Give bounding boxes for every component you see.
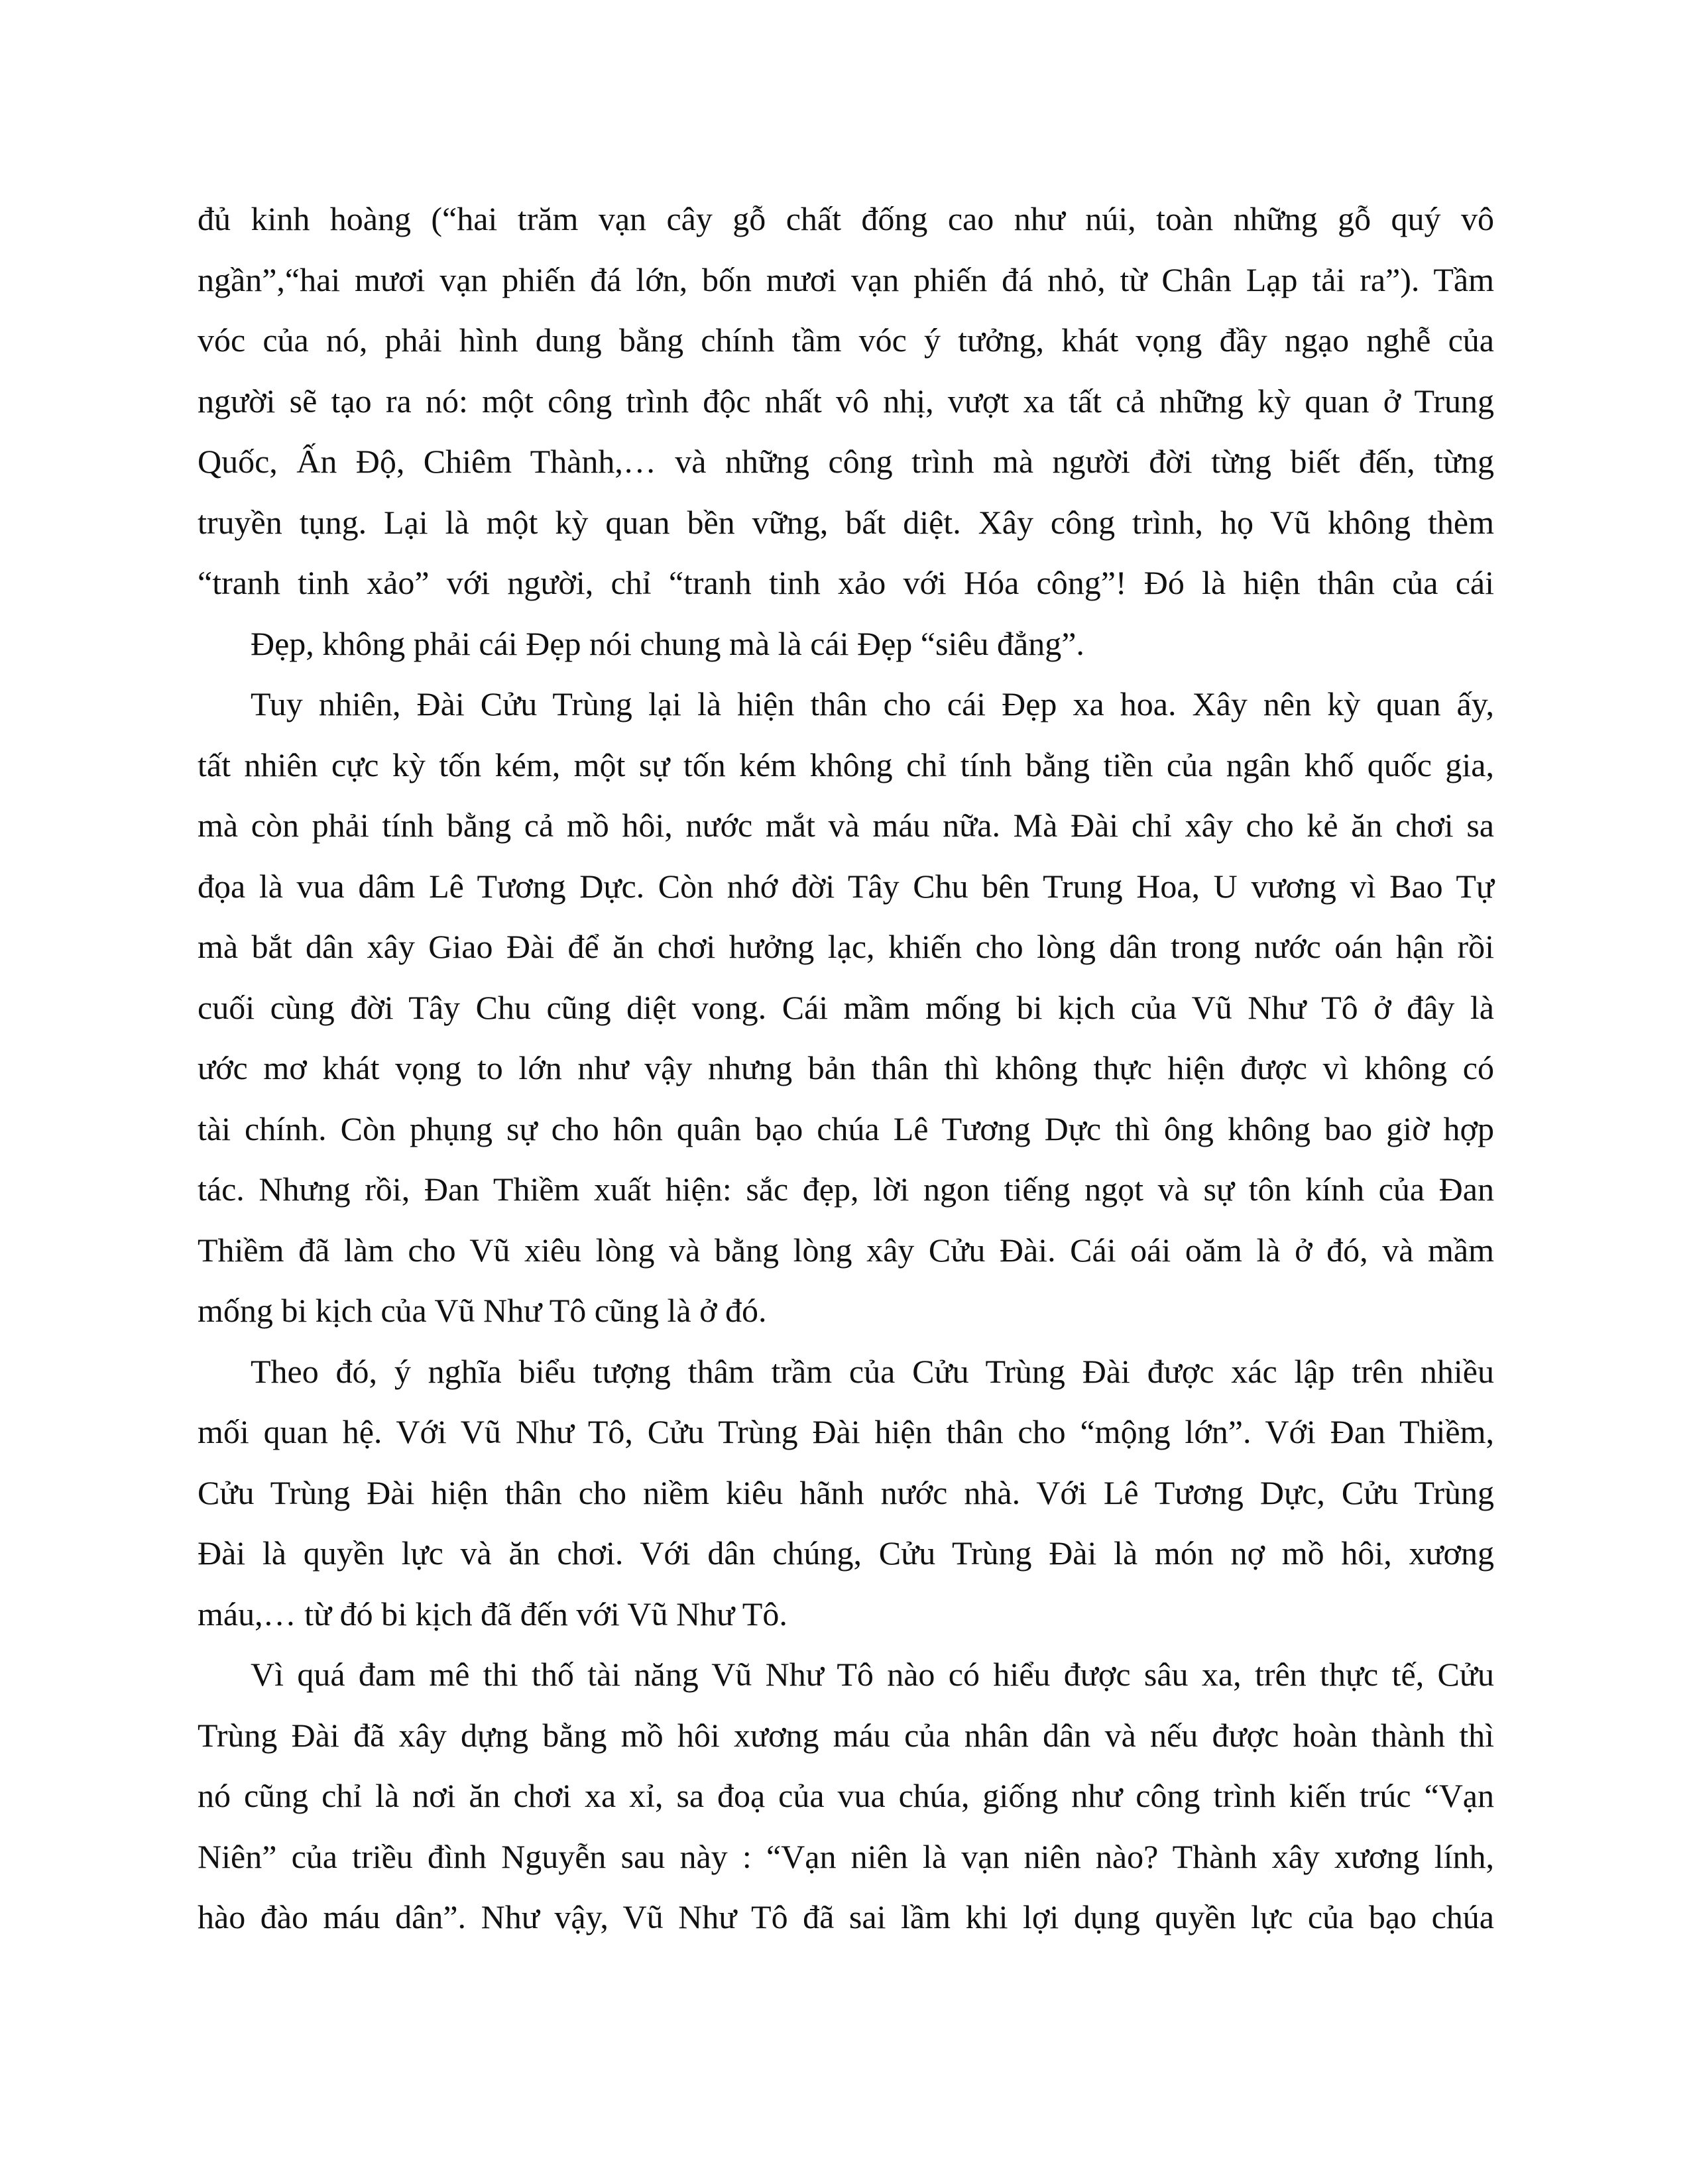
text-line: đọa là vua dâm Lê Tương Dực. Còn nhớ đời Tây Chu bên Trung Hoa, U vương vì Bao Tự (198, 867, 1494, 905)
text-line: nó cũng chỉ là nơi ăn chơi xa xỉ, sa đoạ của vua chúa, giống như công trình kiến trúc “Vạn (198, 1777, 1494, 1814)
text-line: Niên” của triều đình Nguyễn sau này : “Vạn niên là vạn niên nào? Thành xây xương lính, (198, 1837, 1494, 1875)
paragraph-1 (198, 189, 1494, 614)
text-line: tài chính. Còn phụng sự cho hôn quân bạo chúa Lê Tương Dực thì ông không bao giờ hợp (198, 1110, 1494, 1147)
text-line: vóc của nó, phải hình dung bằng chính tầm vóc ý tưởng, khát vọng đầy ngạo nghễ của (198, 321, 1494, 359)
text-line: Vì quá đam mê thi thố tài năng Vũ Như Tô nào có hiểu được sâu xa, trên thực tế, Cửu (251, 1656, 1494, 1693)
text-line: đủ kinh hoàng (“hai trăm vạn cây gỗ chất đống cao như núi, toàn những gỗ quý vô (198, 200, 1494, 237)
text-line: Quốc, Ấn Độ, Chiêm Thành,… và những công trình mà người đời từng biết đến, từng (198, 443, 1494, 480)
text-line: tất nhiên cực kỳ tốn kém, một sự tốn kém không chỉ tính bằng tiền của ngân khố quốc gia, (198, 746, 1494, 783)
text-line: Tuy nhiên, Đài Cửu Trùng lại là hiện thân cho cái Đẹp xa hoa. Xây nên kỳ quan ấy, (251, 685, 1494, 722)
text-line: Theo đó, ý nghĩa biểu tượng thâm trầm của Cửu Trùng Đài được xác lập trên nhiều (251, 1352, 1494, 1390)
text-line: Cửu Trùng Đài hiện thân cho niềm kiêu hãnh nước nhà. Với Lê Tương Dực, Cửu Trùng (198, 1473, 1494, 1511)
text-line: “tranh tinh xảo” với người, chỉ “tranh tinh xảo với Hóa công”! Đó là hiện thân của cái (198, 564, 1494, 601)
text-line: truyền tụng. Lại là một kỳ quan bền vững, bất diệt. Xây công trình, họ Vũ không thèm (198, 503, 1494, 541)
text-line: Đẹp, không phải cái Đẹp nói chung mà là cái Đẹp “siêu đẳng”. (251, 624, 1084, 662)
text-line: mối quan hệ. Với Vũ Như Tô, Cửu Trùng Đài hiện thân cho “mộng lớn”. Với Đan Thiềm, (198, 1413, 1494, 1450)
text-line: hào đào máu dân”. Như vậy, Vũ Như Tô đã sai lầm khi lợi dụng quyền lực của bạo chúa (198, 1898, 1494, 1935)
paragraph-4 (198, 1342, 1494, 1645)
text-line: mà bắt dân xây Giao Đài để ăn chơi hưởng lạc, khiến cho lòng dân trong nước oán hận rồi (198, 928, 1494, 965)
text-line: tác. Nhưng rồi, Đan Thiềm xuất hiện: sắc đẹp, lời ngon tiếng ngọt và sự tôn kính của Đan (198, 1171, 1494, 1208)
text-line: ngần”,“hai mươi vạn phiến đá lớn, bốn mươi vạn phiến đá nhỏ, từ Chân Lạp tải ra”). Tầm (198, 260, 1494, 298)
text-line: người sẽ tạo ra nó: một công trình độc nhất vô nhị, vượt xa tất cả những kỳ quan ở Trung (198, 382, 1494, 420)
paragraph-2 (198, 614, 1494, 675)
text-line: mống bi kịch của Vũ Như Tô cũng là ở đó. (198, 1292, 767, 1329)
text-line: Trùng Đài đã xây dựng bằng mồ hôi xương máu của nhân dân và nếu được hoàn thành thì (198, 1716, 1494, 1754)
text-line: máu,… từ đó bi kịch đã đến với Vũ Như Tô. (198, 1595, 787, 1633)
paragraph-5 (198, 1644, 1494, 1948)
text-line: Thiềm đã làm cho Vũ xiêu lòng và bằng lòng xây Cửu Đài. Cái oái oăm là ở đó, và mầm (198, 1231, 1494, 1269)
text-line: cuối cùng đời Tây Chu cũng diệt vong. Cái mầm mống bi kịch của Vũ Như Tô ở đây là (198, 988, 1494, 1026)
text-line: mà còn phải tính bằng cả mồ hôi, nước mắt và máu nữa. Mà Đài chỉ xây cho kẻ ăn chơi sa (198, 807, 1494, 844)
text-line: Đài là quyền lực và ăn chơi. Với dân chúng, Cửu Trùng Đài là món nợ mồ hôi, xương (198, 1534, 1494, 1572)
text-line: ước mơ khát vọng to lớn như vậy nhưng bản thân thì không thực hiện được vì không có (198, 1049, 1494, 1086)
document-body (198, 189, 1494, 1948)
paragraph-3 (198, 674, 1494, 1342)
